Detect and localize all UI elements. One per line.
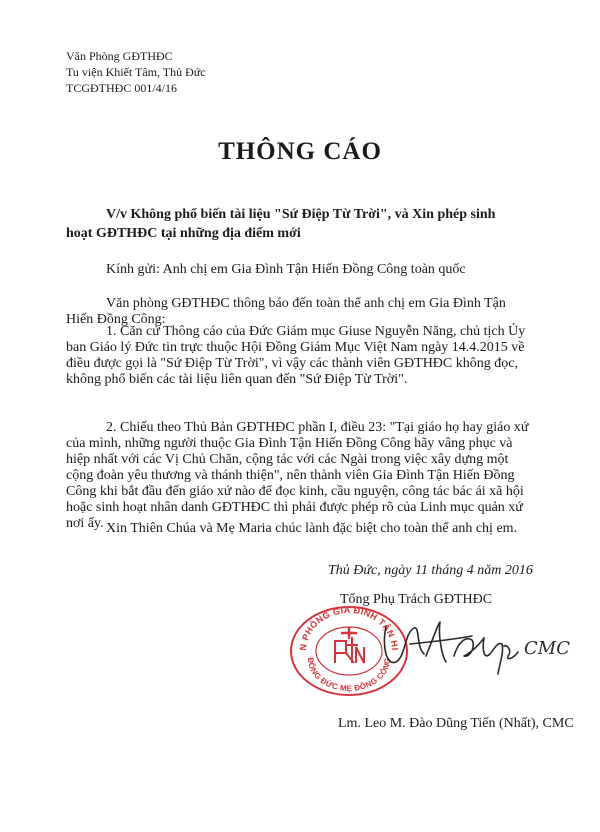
- item-1-paragraph: [66, 324, 530, 388]
- text-line: ban Giáo lý Đức tin trực thuộc Hội Đồng Giám Mục Việt Nam ngày 14.4.2015 về: [66, 340, 525, 355]
- seal-bottom-text: ĐỒNG ĐỨC MẸ ĐỒNG CÔNG: [305, 657, 393, 694]
- text-line: Công khi bắt đầu đến giáo xứ nào để đọc kinh, cầu nguyện, công tác bác ái xã hội: [66, 484, 524, 499]
- text-line: nơi ấy.: [66, 516, 104, 531]
- document-title: THÔNG CÁO: [218, 138, 382, 165]
- text-line: hiệp nhất với các Vị Chủ Chăn, cộng tác với các Ngài trong việc xây dựng một: [66, 452, 509, 467]
- text-line: của mình, những người thuộc Gia Đình Tận Hiến Đồng Công hãy vâng phục và: [66, 436, 513, 451]
- text-line: không phổ biến các tài liệu liên quan đến "Sứ Điệp Từ Trời".: [66, 372, 408, 387]
- text-line: cộng đoàn yêu thương và thánh thiện", nên thành viên Gia Đình Tận Hiến Đồng: [66, 468, 515, 483]
- text-line: điều được gọi là "Sứ Điệp Từ Trời", vì vậy các thành viên GĐTHĐC không đọc,: [66, 356, 518, 371]
- date-line: Thủ Đức, ngày 11 tháng 4 năm 2016: [328, 563, 533, 578]
- text-line: Hiến Đồng Công:: [66, 312, 166, 327]
- signer-role: Tổng Phụ Trách GĐTHĐC: [340, 592, 493, 607]
- text-line: 1. Căn cứ Thông cáo của Đức Giám mục Giuse Nguyễn Năng, chủ tịch Ủy: [106, 324, 526, 339]
- handwritten-signature: [380, 616, 570, 676]
- subject-line: hoạt GĐTHĐC tại những địa điểm mới: [66, 226, 301, 241]
- text-line: Văn phòng GĐTHĐC thông báo đến toàn thể anh chị em Gia Đình Tận: [106, 296, 506, 311]
- subject: [66, 205, 536, 243]
- closing-blessing: Xin Thiên Chúa và Mẹ Maria chúc lành đặc biệt cho toàn thể anh chị em.: [106, 521, 518, 536]
- header-line: TCGĐTHĐC 001/4/16: [66, 81, 177, 95]
- header-line: Tu viện Khiết Tâm, Thủ Đức: [66, 65, 206, 79]
- seal-top-text: N PHÒNG GIA ĐÌNH TẬN HI: [297, 604, 401, 651]
- subject-line: V/v Không phổ biến tài liệu "Sứ Điệp Từ Trời", và Xin phép sinh: [106, 207, 496, 222]
- signer-name: Lm. Leo M. Đào Dũng Tiến (Nhất), CMC: [338, 716, 574, 731]
- signature-initials: CMC.: [524, 638, 570, 659]
- greeting: Kính gửi: Anh chị em Gia Đình Tận Hiến Đồng Công toàn quốc: [106, 262, 466, 277]
- office-header: [66, 48, 206, 96]
- signature-graphic: [380, 616, 570, 676]
- item-2-paragraph: [66, 420, 530, 532]
- header-line: Văn Phòng GĐTHĐC: [66, 49, 173, 63]
- text-line: 2. Chiếu theo Thủ Bản GĐTHĐC phần I, điều 23: "Tại giáo họ hay giáo xứ: [106, 420, 529, 435]
- text-line: hoặc sinh hoạt nhân danh GĐTHĐC thì phải được phép rõ của Linh mục quản xứ: [66, 500, 523, 515]
